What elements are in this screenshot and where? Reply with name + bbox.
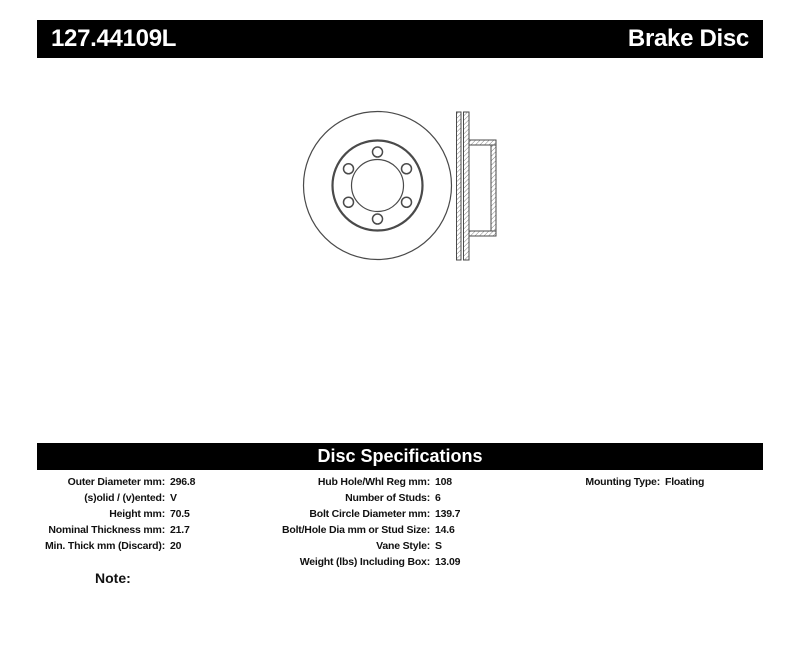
spec-label: Bolt/Hole Dia mm or Stud Size: — [281, 524, 430, 536]
spec-label: Hub Hole/Whl Reg mm: — [317, 476, 430, 488]
spec-value: 296.8 — [170, 476, 196, 488]
spec-row-hub-hole — [280, 474, 460, 490]
stud-holes — [344, 147, 412, 224]
spec-label: Number of Studs: — [345, 492, 430, 504]
spec-row-outer-diameter — [35, 474, 195, 490]
header-bar — [37, 20, 763, 58]
spec-value: 108 — [435, 476, 452, 488]
spec-row-height — [35, 506, 195, 522]
brake-disc-technical-drawing — [290, 100, 510, 280]
spec-value: 20 — [170, 540, 182, 552]
spec-value: S — [435, 540, 442, 552]
spec-row-vane-style — [280, 538, 460, 554]
spec-row-bolt-hole-dia — [280, 522, 460, 538]
part-number: 127.44109L — [51, 25, 177, 52]
spec-row-weight — [280, 554, 460, 570]
spec-value: 21.7 — [170, 524, 190, 536]
spec-value: Floating — [665, 476, 705, 488]
spec-label: Bolt Circle Diameter mm: — [309, 508, 430, 520]
brake-disc-front-view — [304, 112, 452, 260]
spec-label: Min. Thick mm (Discard): — [44, 540, 165, 552]
spec-value: 14.6 — [435, 524, 455, 536]
spec-value: V — [170, 492, 177, 504]
spec-label: Vane Style: — [376, 540, 430, 552]
spec-value: 70.5 — [170, 508, 190, 520]
spec-value: 13.09 — [435, 556, 461, 568]
specs-column-middle — [280, 474, 460, 570]
note-label: Note: — [95, 570, 131, 586]
spec-label: Mounting Type: — [585, 476, 660, 488]
spec-row-bolt-circle-diameter — [280, 506, 460, 522]
spec-row-nominal-thickness — [35, 522, 195, 538]
specs-column-left — [35, 474, 195, 554]
spec-value: 6 — [435, 492, 441, 504]
product-title: Brake Disc — [627, 25, 749, 52]
spec-label: Height mm: — [109, 508, 165, 520]
spec-row-min-thickness — [35, 538, 195, 554]
spec-label: (s)olid / (v)ented: — [84, 492, 165, 504]
specs-section-header — [37, 443, 763, 470]
spec-label: Nominal Thickness mm: — [48, 524, 165, 536]
spec-label: Weight (lbs) Including Box: — [299, 556, 430, 568]
specs-title: Disc Specifications — [317, 446, 483, 466]
spec-value: 139.7 — [435, 508, 461, 520]
spec-row-solid-vented — [35, 490, 195, 506]
specs-column-right — [530, 474, 704, 490]
spec-row-mounting-type — [530, 474, 704, 490]
brake-disc-cross-section-side-view — [457, 112, 497, 260]
spec-label: Outer Diameter mm: — [67, 476, 165, 488]
spec-row-number-of-studs — [280, 490, 460, 506]
